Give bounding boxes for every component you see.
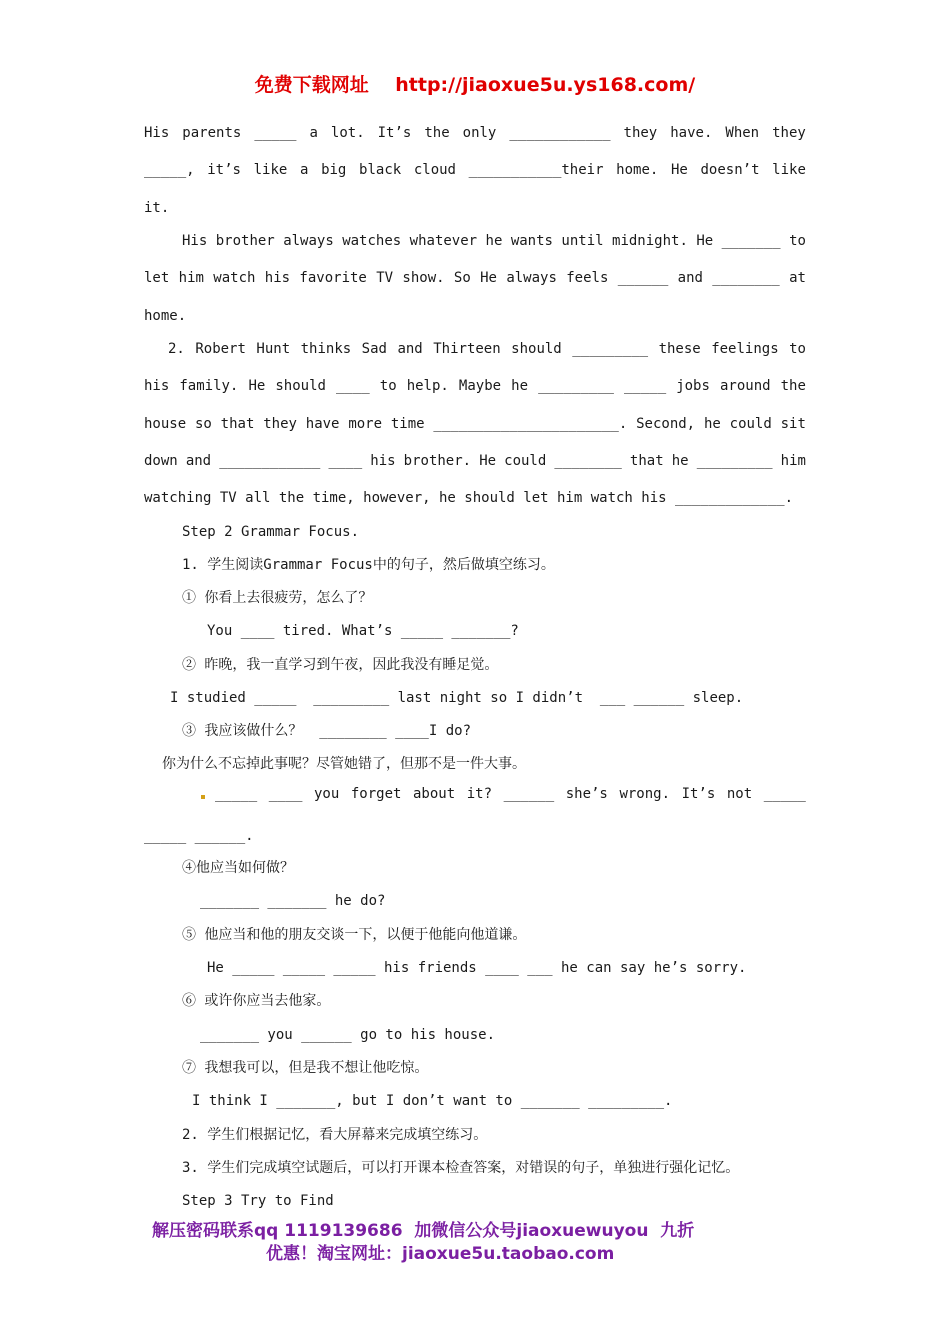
passage-line — [144, 415, 806, 433]
word: _____ — [623, 378, 667, 394]
download-url-header[interactable]: 免费下载网址 http://jiaoxue5u.ys168.com/ — [254, 74, 696, 96]
word: family. — [179, 378, 239, 394]
word: He — [479, 453, 497, 469]
word: and — [397, 341, 423, 357]
word: time — [390, 416, 425, 432]
passage-line — [182, 232, 806, 250]
word: and — [185, 453, 212, 469]
word: not — [726, 786, 753, 802]
word: she’s — [565, 786, 608, 802]
passage-line: watching TV all the time, however, he should let him watch his _____________. — [144, 490, 794, 506]
word: He — [696, 233, 714, 249]
word: like — [253, 162, 288, 178]
word: favorite — [299, 270, 367, 286]
word: ______________________. — [433, 416, 628, 432]
word: a — [299, 162, 309, 178]
passage-line: it. — [144, 200, 170, 216]
word: doesn’t — [700, 162, 760, 178]
word: He — [248, 378, 266, 394]
exercise-3b-english — [215, 785, 806, 803]
word: Thirteen — [433, 341, 501, 357]
exercise-6-chinese: ⑥ 或许你应当去他家。 — [182, 993, 331, 1009]
word: show. — [402, 270, 445, 286]
word: it’s — [207, 162, 241, 178]
word: ____________ — [509, 125, 611, 141]
word: sit — [780, 416, 806, 432]
word: house — [144, 416, 187, 432]
exercise-5-english: He _____ _____ _____ his friends ____ ___ he can say he’s sorry. — [207, 960, 747, 976]
word: his — [144, 378, 170, 394]
passage-line — [144, 161, 806, 179]
exercise-4-chinese: ④他应当如何做？ — [182, 860, 294, 876]
instruction-1: 1. 学生阅读Grammar Focus中的句子，然后做填空练习。 — [182, 557, 555, 573]
word: to — [789, 233, 806, 249]
word: so — [194, 416, 212, 432]
word: watch — [213, 270, 256, 286]
word: He — [480, 270, 497, 286]
word: ____________ — [219, 453, 321, 469]
word: around — [719, 378, 771, 394]
word: like — [772, 162, 806, 178]
word: Maybe — [458, 378, 502, 394]
word: they — [623, 125, 658, 141]
word: His — [182, 233, 208, 249]
word: him — [780, 453, 806, 469]
word: more — [348, 416, 383, 432]
word: _____ — [215, 786, 258, 802]
word: have. — [670, 125, 713, 141]
word: _______ — [721, 233, 781, 249]
word: his — [370, 453, 396, 469]
word: he — [671, 453, 689, 469]
word: until — [561, 233, 604, 249]
word: So — [453, 270, 471, 286]
footer-contact-line: 解压密码联系qq 1119139686 加微信公众号jiaoxuewuyou 九折 — [152, 1221, 695, 1241]
passage-line — [168, 340, 806, 358]
exercise-7-english: I think I _______, but I don’t want to _______ _________. — [192, 1093, 673, 1109]
word: big — [321, 162, 347, 178]
word: ____ — [268, 786, 303, 802]
word: always — [506, 270, 557, 286]
word: feels — [566, 270, 609, 286]
exercise-5-chinese: ⑤ 他应当和他的朋友交谈一下，以便于他能向他道谦。 — [182, 927, 527, 943]
word: wants — [510, 233, 553, 249]
word: should — [511, 341, 562, 357]
passage-line — [144, 124, 806, 142]
word: cloud — [413, 162, 456, 178]
word: these — [658, 341, 701, 357]
word: they — [263, 416, 297, 432]
word: When — [725, 125, 760, 141]
word: 2. — [168, 341, 185, 357]
word: the — [424, 125, 450, 141]
word: brother — [215, 233, 275, 249]
word: a — [309, 125, 318, 141]
word: forget — [350, 786, 402, 802]
word: watches — [342, 233, 402, 249]
word: that — [220, 416, 255, 432]
word: jobs — [676, 378, 710, 394]
exercise-2-english: I studied _____ _________ last night so I didn’t ___ ______ sleep. — [170, 690, 744, 706]
word: _________ — [538, 378, 614, 394]
exercise-6-english: _______ you ______ go to his house. — [200, 1027, 496, 1043]
word: it? — [466, 786, 493, 802]
word: TV — [376, 270, 394, 286]
exercise-3b-chinese: 你为什么不忘掉此事呢？尽管她错了，但那不是一件大事。 — [162, 756, 526, 772]
word: thinks — [300, 341, 352, 357]
word: always — [283, 233, 334, 249]
word: only — [462, 125, 497, 141]
word: _____, — [144, 162, 195, 178]
step3-heading: Step 3 Try to Find — [182, 1193, 334, 1209]
exercise-1-english: You ____ tired. What’s _____ _______? — [207, 623, 519, 639]
passage-line — [144, 269, 806, 287]
exercise-7-chinese: ⑦ 我想我可以，但是我不想让他吃惊。 — [182, 1060, 429, 1076]
passage-line — [144, 377, 806, 395]
word: _____ — [254, 125, 297, 141]
footer-taobao-line[interactable]: 优惠！淘宝网址：jiaoxue5u.taobao.com — [266, 1244, 615, 1264]
word: help. — [406, 378, 449, 394]
word: ________ — [554, 453, 622, 469]
word: midnight. — [612, 233, 688, 249]
word: feelings — [711, 341, 779, 357]
word: home. — [616, 162, 659, 178]
exercise-3-chinese: ③ 我应该做什么？ ________ ____I do? — [182, 723, 472, 739]
exercise-4-english: _______ _______ he do? — [200, 893, 386, 909]
word: It’s — [377, 125, 412, 141]
word: ___________their — [468, 162, 604, 178]
passage-line: home. — [144, 308, 187, 324]
word: _________ — [696, 453, 773, 469]
word: ________ — [712, 270, 780, 286]
word: could — [729, 416, 772, 432]
word: him — [178, 270, 204, 286]
word: Hunt — [256, 341, 291, 357]
word: whatever — [409, 233, 478, 249]
word: they — [772, 125, 806, 141]
exercise-1-chinese: ① 你看上去很疲劳，怎么了？ — [182, 590, 373, 606]
word: his — [264, 270, 291, 286]
word: lot. — [330, 125, 365, 141]
word: he — [703, 416, 721, 432]
passage-line — [144, 452, 806, 470]
word: have — [305, 416, 340, 432]
word: down — [144, 453, 178, 469]
word: to — [789, 341, 806, 357]
word: that — [629, 453, 664, 469]
word: he — [485, 233, 503, 249]
word: _____ — [763, 786, 806, 802]
word: and — [677, 270, 703, 286]
word: His — [144, 125, 170, 141]
word: he — [511, 378, 528, 394]
word: ____ — [328, 453, 363, 469]
word: could — [504, 453, 547, 469]
exercise-3b-english-cont: _____ ______. — [144, 828, 254, 844]
word: ______ — [617, 270, 669, 286]
word: the — [780, 378, 806, 394]
word: It’s — [681, 786, 716, 802]
word: He — [670, 162, 688, 178]
word: brother. — [403, 453, 472, 469]
word: black — [359, 162, 402, 178]
word: at — [789, 270, 806, 286]
instruction-2: 2. 学生们根据记忆，看大屏幕来完成填空练习。 — [182, 1127, 488, 1143]
word: Sad — [361, 341, 387, 357]
word: ______ — [503, 786, 555, 802]
word: you — [314, 786, 340, 802]
exercise-2-chinese: ② 昨晚，我一直学习到午夜，因此我没有睡足觉。 — [182, 657, 499, 673]
word: about — [413, 786, 456, 802]
instruction-3: 3. 学生们完成填空试题后，可以打开课本检查答案，对错误的句子，单独进行强化记忆。 — [182, 1160, 740, 1176]
word: ____ — [336, 378, 370, 394]
word: parents — [182, 125, 242, 141]
word: Robert — [195, 341, 246, 357]
word: Second, — [636, 416, 696, 432]
step2-heading: Step 2 Grammar Focus. — [182, 524, 360, 540]
word: to — [379, 378, 397, 394]
word: _________ — [572, 341, 649, 357]
bullet-dot — [201, 795, 205, 799]
word: let — [144, 270, 170, 286]
word: wrong. — [619, 786, 671, 802]
word: should — [275, 378, 326, 394]
